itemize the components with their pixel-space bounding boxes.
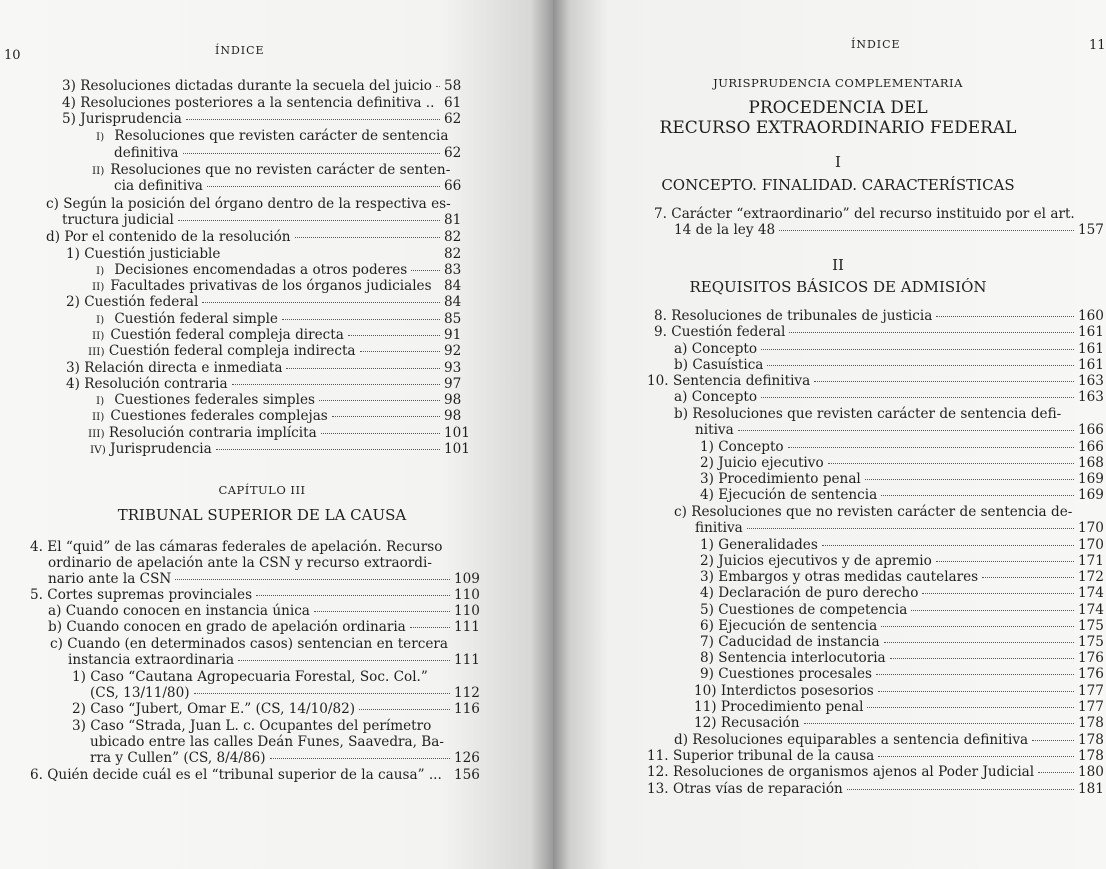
- toc-entry: II) Cuestión federal compleja directa 91: [92, 327, 462, 343]
- toc-entry: b) Cuando conocen en grado de apelación ordinaria 111: [48, 619, 480, 635]
- toc-entry: IV) Jurisprudencia 101: [90, 441, 470, 457]
- toc-entry-line: 7. Carácter “extraordinario” del recurso instituido por el art.: [654, 206, 1075, 222]
- toc-entry: 8. Resoluciones de tribunales de justicia 160: [654, 308, 1104, 324]
- toc-entry: I) Cuestión federal simple 85: [96, 311, 462, 327]
- toc-entry: (CS, 13/11/80) 112: [90, 685, 480, 701]
- toc-entry: a) Concepto 163: [674, 389, 1104, 405]
- running-head: ÍNDICE: [851, 38, 901, 51]
- toc-entry: 6) Ejecución de sentencia 175: [700, 618, 1104, 634]
- toc-entry: 2) Juicios ejecutivos y de apremio 171: [700, 553, 1104, 569]
- chapter-label: CAPÍTULO III: [218, 483, 306, 497]
- part-numeral: II: [832, 256, 844, 274]
- toc-entry: 6. Quién decide cuál es el “tribunal superior de la causa” ... 156: [30, 767, 480, 783]
- toc-entry: finitiva 170: [695, 520, 1104, 536]
- page-number: 11: [1089, 38, 1106, 53]
- toc-entry: 4) Declaración de puro derecho 174: [700, 585, 1104, 601]
- toc-entry: 3) Resoluciones dictadas durante la secuela del juicio 58: [62, 78, 462, 94]
- toc-entry-line: c) Según la posición del órgano dentro de la respectiva es-: [46, 196, 451, 212]
- toc-entry: b) Casuística 161: [674, 357, 1104, 373]
- toc-entry: d) Por el contenido de la resolución 82: [46, 229, 462, 245]
- toc-entry: d) Resoluciones equiparables a sentencia definitiva 178: [674, 732, 1104, 748]
- toc-entry: 14 de la ley 48 157: [674, 222, 1104, 238]
- toc-entry: 10. Sentencia definitiva 163: [647, 373, 1104, 389]
- toc-entry: 12. Resoluciones de organismos ajenos al Poder Judicial 180: [647, 764, 1104, 780]
- toc-entry: 4) Resoluciones posteriores a la sentencia definitiva .. 61: [62, 95, 462, 111]
- toc-entry: tructura judicial 81: [62, 212, 462, 228]
- toc-entry: 3) Relación directa e inmediata 93: [66, 360, 462, 376]
- toc-entry: I) Cuestiones federales simples 98: [96, 392, 462, 408]
- toc-entry: 3) Procedimiento penal 169: [700, 471, 1104, 487]
- main-title-line2: RECURSO EXTRAORDINARIO FEDERAL: [659, 118, 1017, 138]
- toc-entry-line: I) Resoluciones que revisten carácter de sentencia: [96, 128, 449, 144]
- toc-entry: 1) Concepto 166: [700, 439, 1104, 455]
- toc-entry: nitiva 166: [695, 422, 1104, 438]
- toc-entry: 10) Interdictos posesorios 177: [694, 683, 1104, 699]
- toc-entry: 9) Cuestiones procesales 176: [700, 666, 1104, 682]
- toc-entry-line: 1) Caso “Cautana Agropecuaria Forestal, Soc. Col.”: [72, 669, 428, 685]
- toc-entry: I) Decisiones encomendadas a otros poderes 83: [96, 262, 462, 278]
- right-page: [553, 0, 1106, 869]
- toc-entry: 1) Cuestión justiciable 82: [66, 246, 462, 262]
- toc-entry: 13. Otras vías de reparación 181: [647, 781, 1104, 797]
- main-title-line1: PROCEDENCIA DEL: [748, 98, 928, 118]
- toc-entry: 4) Ejecución de sentencia 169: [700, 487, 1104, 503]
- toc-entry: 9. Cuestión federal 161: [654, 324, 1104, 340]
- part-numeral: I: [835, 153, 841, 171]
- toc-entry: 2) Cuestión federal 84: [66, 294, 462, 310]
- toc-entry: cia definitiva 66: [114, 178, 462, 194]
- part-title: REQUISITOS BÁSICOS DE ADMISIÓN: [689, 278, 987, 296]
- chapter-title: TRIBUNAL SUPERIOR DE LA CAUSA: [117, 506, 407, 524]
- toc-entry: definitiva 62: [114, 145, 462, 161]
- toc-entry: 12) Recusación 178: [694, 715, 1104, 731]
- toc-entry: 11) Procedimiento penal 177: [694, 699, 1104, 715]
- toc-entry: 1) Generalidades 170: [700, 537, 1104, 553]
- section-label: JURISPRUDENCIA COMPLEMENTARIA: [713, 76, 963, 90]
- toc-entry-line: II) Resoluciones que no revisten carácter de senten-: [92, 162, 451, 178]
- toc-entry: 11. Superior tribunal de la causa 178: [647, 748, 1104, 764]
- toc-entry: 8) Sentencia interlocutoria 176: [700, 650, 1104, 666]
- toc-entry-line: 4. El “quid” de las cámaras federales de apelación. Recurso: [30, 539, 443, 555]
- toc-entry: 5) Jurisprudencia 62: [62, 111, 462, 127]
- toc-entry-line: ordinario de apelación ante la CSN y recurso extraordi-: [48, 555, 432, 571]
- toc-entry: III) Resolución contraria implícita 101: [88, 425, 470, 441]
- running-head: ÍNDICE: [215, 44, 265, 57]
- toc-entry: II) Cuestiones federales complejas 98: [92, 408, 462, 424]
- toc-entry-line: c) Resoluciones que no revisten carácter de sentencia de-: [674, 504, 1073, 520]
- toc-entry: nario ante la CSN 109: [48, 571, 480, 587]
- toc-entry: instancia extraordinaria 111: [68, 652, 480, 668]
- page-number: 10: [4, 48, 21, 63]
- toc-entry-line: 3) Caso “Strada, Juan L. c. Ocupantes del perímetro: [72, 718, 432, 734]
- toc-entry-line: c) Cuando (en determinados casos) sentencian en tercera: [50, 636, 448, 652]
- toc-entry: 5) Cuestiones de competencia 174: [700, 602, 1104, 618]
- toc-entry: 2) Juicio ejecutivo 168: [700, 455, 1104, 471]
- toc-entry-line: b) Resoluciones que revisten carácter de sentencia defi-: [674, 406, 1062, 422]
- toc-entry: 7) Caducidad de instancia 175: [700, 634, 1104, 650]
- toc-entry: III) Cuestión federal compleja indirecta 92: [88, 343, 462, 359]
- toc-entry: rra y Cullen” (CS, 8/4/86) 126: [90, 750, 480, 766]
- part-title: CONCEPTO. FINALIDAD. CARACTERÍSTICAS: [661, 176, 1015, 194]
- toc-entry: 3) Embargos y otras medidas cautelares 172: [700, 569, 1104, 585]
- toc-entry: 2) Caso “Jubert, Omar E.” (CS, 14/10/82) 116: [72, 701, 480, 717]
- toc-entry-line: ubicado entre las calles Deán Funes, Saavedra, Ba-: [90, 734, 444, 750]
- toc-entry: II) Facultades privativas de los órganos judiciales 84: [92, 278, 462, 294]
- toc-entry: a) Concepto 161: [674, 341, 1104, 357]
- toc-entry: a) Cuando conocen en instancia única 110: [48, 603, 480, 619]
- toc-entry: 5. Cortes supremas provinciales 110: [30, 587, 480, 603]
- toc-entry: 4) Resolución contraria 97: [66, 376, 462, 392]
